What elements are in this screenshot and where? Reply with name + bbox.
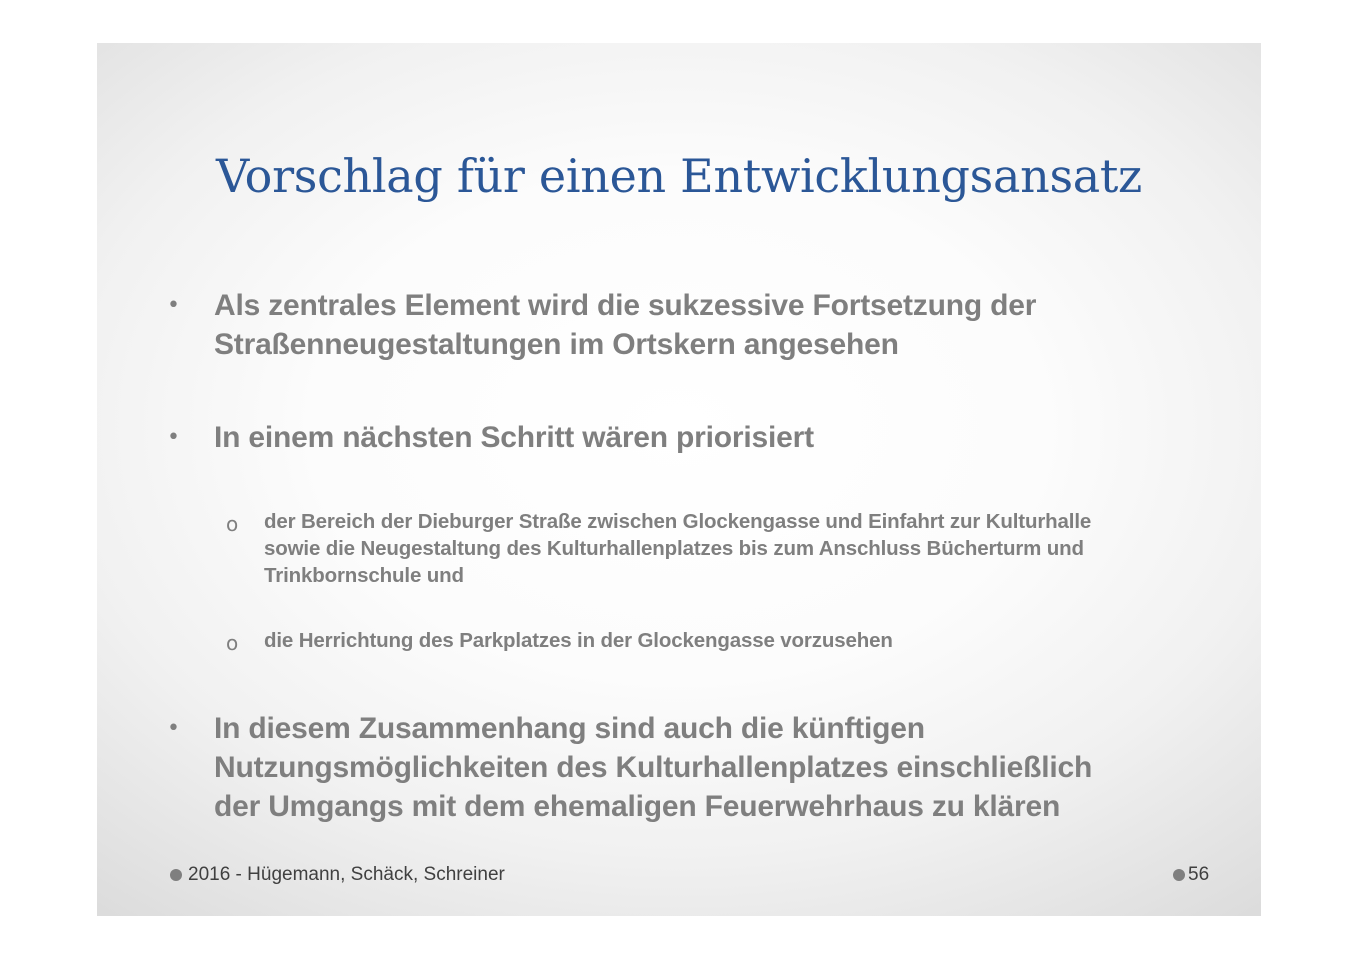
footer-credit bbox=[170, 863, 505, 887]
sub-bullet-line: die Herrichtung des Parkplatzes in der Glockengasse vorzusehen bbox=[264, 629, 893, 652]
bullet-text bbox=[214, 418, 814, 457]
footer-page-dot-icon bbox=[1173, 869, 1185, 881]
footer-page-number bbox=[1173, 863, 1209, 887]
slide bbox=[97, 43, 1261, 916]
bullet-marker: • bbox=[167, 293, 180, 318]
sub-bullet-marker: o bbox=[226, 631, 239, 655]
slide-title: Vorschlag für einen Entwicklungsansatz bbox=[215, 149, 1142, 203]
bullet-line: Nutzungsmöglichkeiten des Kulturhallenplatzes einschließlich bbox=[214, 751, 1093, 784]
bullet-line: Als zentrales Element wird die sukzessive Fortsetzung der bbox=[214, 289, 1037, 322]
bullet-marker: • bbox=[167, 716, 180, 741]
bullet-line: In diesem Zusammenhang sind auch die künftigen bbox=[214, 712, 925, 745]
sub-bullet-line: sowie die Neugestaltung des Kulturhallenplatzes bis zum Anschluss Bücherturm und bbox=[264, 537, 1084, 560]
bullet-item bbox=[162, 286, 1036, 364]
bullet-text bbox=[214, 286, 1036, 364]
footer-bullet-dot-icon bbox=[170, 869, 182, 881]
sub-bullet-text bbox=[264, 627, 893, 654]
bullet-line: der Umgangs mit dem ehemaligen Feuerwehrhaus zu klären bbox=[214, 790, 1061, 823]
sub-bullet-item bbox=[226, 627, 893, 654]
bullet-line: Straßenneugestaltungen im Ortskern angesehen bbox=[214, 328, 899, 361]
bullet-marker: • bbox=[167, 425, 180, 450]
page-number-text: 56 bbox=[1188, 864, 1210, 885]
sub-bullet-item bbox=[226, 508, 1091, 589]
bullet-text bbox=[214, 709, 1092, 826]
sub-bullet-text bbox=[264, 508, 1091, 589]
bullet-item bbox=[162, 709, 1092, 826]
sub-bullet-line: der Bereich der Dieburger Straße zwischen Glockengasse und Einfahrt zur Kulturhalle bbox=[264, 510, 1092, 533]
bullet-item bbox=[162, 418, 814, 457]
bullet-line: In einem nächsten Schritt wären priorisiert bbox=[214, 421, 814, 454]
sub-bullet-marker: o bbox=[226, 512, 239, 536]
sub-bullet-line: Trinkbornschule und bbox=[264, 564, 464, 587]
footer-credit-text: 2016 - Hügemann, Schäck, Schreiner bbox=[188, 864, 505, 885]
